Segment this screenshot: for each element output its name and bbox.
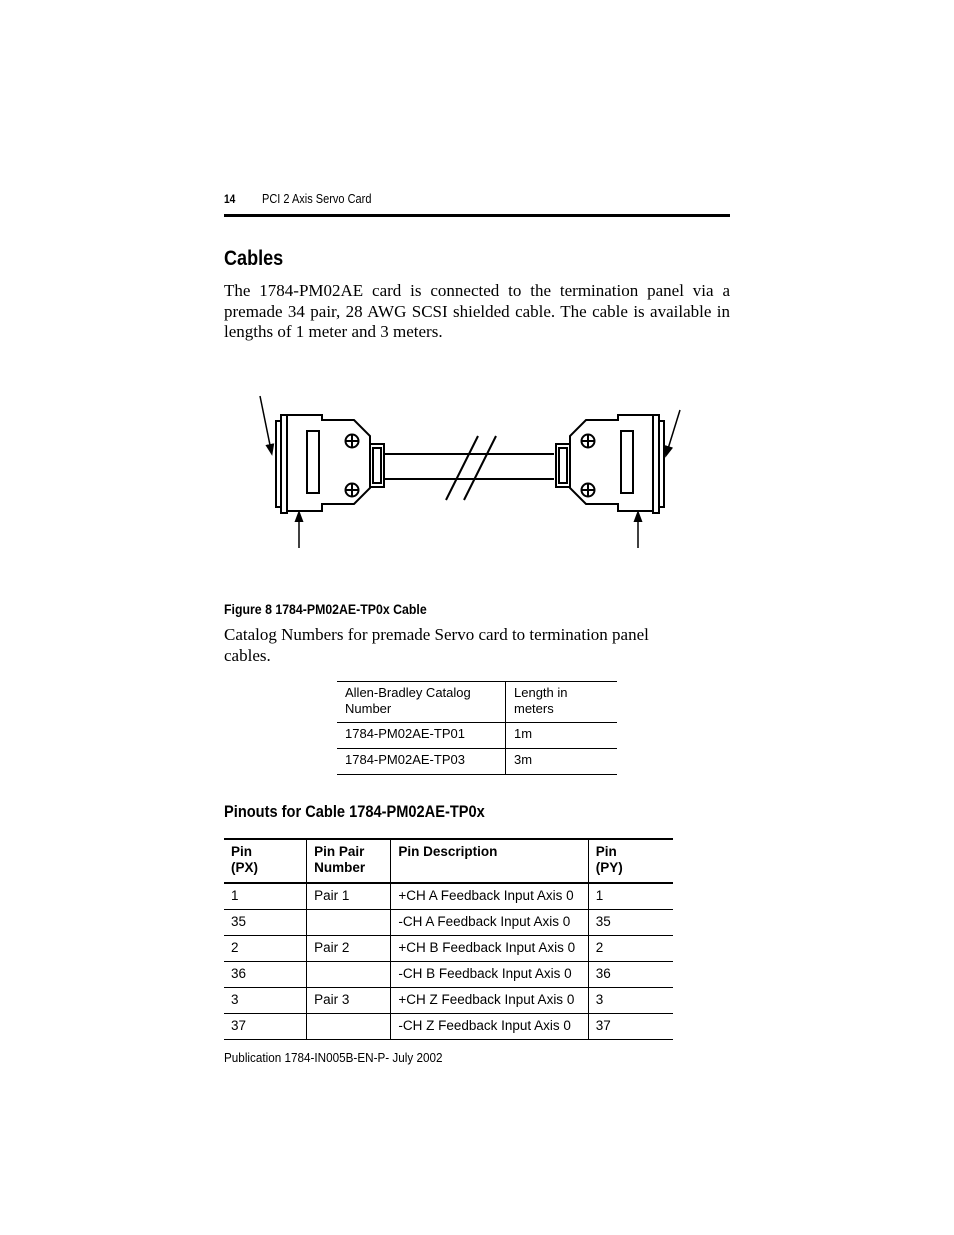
break-mark-left (446, 436, 478, 500)
pin-description-cell: +CH B Feedback Input Axis 0 (391, 936, 588, 962)
pin-py-cell: 36 (588, 962, 673, 988)
publication-footer: Publication 1784-IN005B-EN-P- July 2002 (224, 1050, 443, 1065)
table-row (224, 1014, 673, 1040)
pin-description-cell: -CH B Feedback Input Axis 0 (391, 962, 588, 988)
pin-py-cell: 3 (588, 988, 673, 1014)
pin-px-cell: 2 (231, 940, 239, 955)
header-rule (224, 214, 730, 217)
length-cell: 1m (514, 726, 533, 741)
pin-pair-cell: Pair 2 (307, 936, 391, 962)
page-header (224, 192, 730, 218)
pin-pair-cell: Pair 3 (307, 988, 391, 1014)
pinout-table (224, 838, 673, 1040)
pin-px-cell: 1 (231, 888, 239, 903)
pin-pair-cell (307, 962, 391, 988)
callout-arrow-top-right (667, 410, 680, 452)
figure-caption: Figure 8 1784-PM02AE-TP0x Cable (224, 601, 427, 617)
table-row (224, 910, 673, 936)
pin-px-header: Pin (PX) (231, 844, 258, 875)
pin-pair-cell (307, 910, 391, 936)
catalog-number-cell: 1784-PM02AE-TP03 (337, 749, 506, 775)
pin-py-cell: 1 (588, 883, 673, 910)
break-mark-right (464, 436, 496, 500)
section-title: Cables (224, 247, 284, 270)
callout-arrow-top-left (260, 396, 271, 450)
cable-diagram (250, 390, 690, 555)
left-connector (276, 415, 384, 513)
page-number: 14 (224, 192, 236, 206)
catalog-table (337, 681, 617, 775)
pin-description-header: Pin Description (391, 839, 588, 883)
table-row (224, 883, 673, 910)
pin-px-cell: 36 (231, 966, 247, 981)
pin-description-cell: +CH A Feedback Input Axis 0 (391, 883, 588, 910)
pin-py-cell: 35 (588, 910, 673, 936)
catalog-number-cell: 1784-PM02AE-TP01 (337, 723, 506, 749)
right-connector (556, 415, 664, 513)
catalog-header-row (337, 682, 617, 723)
table-row (224, 936, 673, 962)
catalog-intro: Catalog Numbers for premade Servo card to termination panel cables. (224, 625, 649, 665)
table-row (224, 988, 673, 1014)
pin-px-cell: 35 (231, 914, 247, 929)
table-row (224, 962, 673, 988)
pin-description-cell: -CH A Feedback Input Axis 0 (391, 910, 588, 936)
pinouts-title: Pinouts for Cable 1784-PM02AE-TP0x (224, 802, 485, 821)
length-cell: 3m (514, 752, 533, 767)
catalog-col-header: Allen-Bradley Catalog Number (337, 682, 506, 723)
length-col-header: Length in meters (514, 685, 568, 716)
table-row (337, 723, 617, 749)
pin-pair-cell: Pair 1 (307, 883, 391, 910)
pin-px-cell: 37 (231, 1018, 247, 1033)
running-title: PCI 2 Axis Servo Card (262, 192, 372, 206)
pin-px-cell: 3 (231, 992, 239, 1007)
pin-pair-header: Pin Pair Number (307, 839, 391, 883)
pin-pair-cell (307, 1014, 391, 1040)
pin-py-header: Pin (PY) (588, 839, 673, 883)
pinout-header-row (224, 839, 673, 883)
pin-description-cell: -CH Z Feedback Input Axis 0 (391, 1014, 588, 1040)
intro-paragraph: The 1784-PM02AE card is connected to the termination panel via a premade 34 pair, 28 AWG SCSI shielded cable. The cable is available in lengths of 1 meter and 3 meters. (224, 281, 730, 341)
pin-py-cell: 2 (588, 936, 673, 962)
pin-description-cell: +CH Z Feedback Input Axis 0 (391, 988, 588, 1014)
table-row (337, 749, 617, 775)
pin-py-cell: 37 (588, 1014, 673, 1040)
